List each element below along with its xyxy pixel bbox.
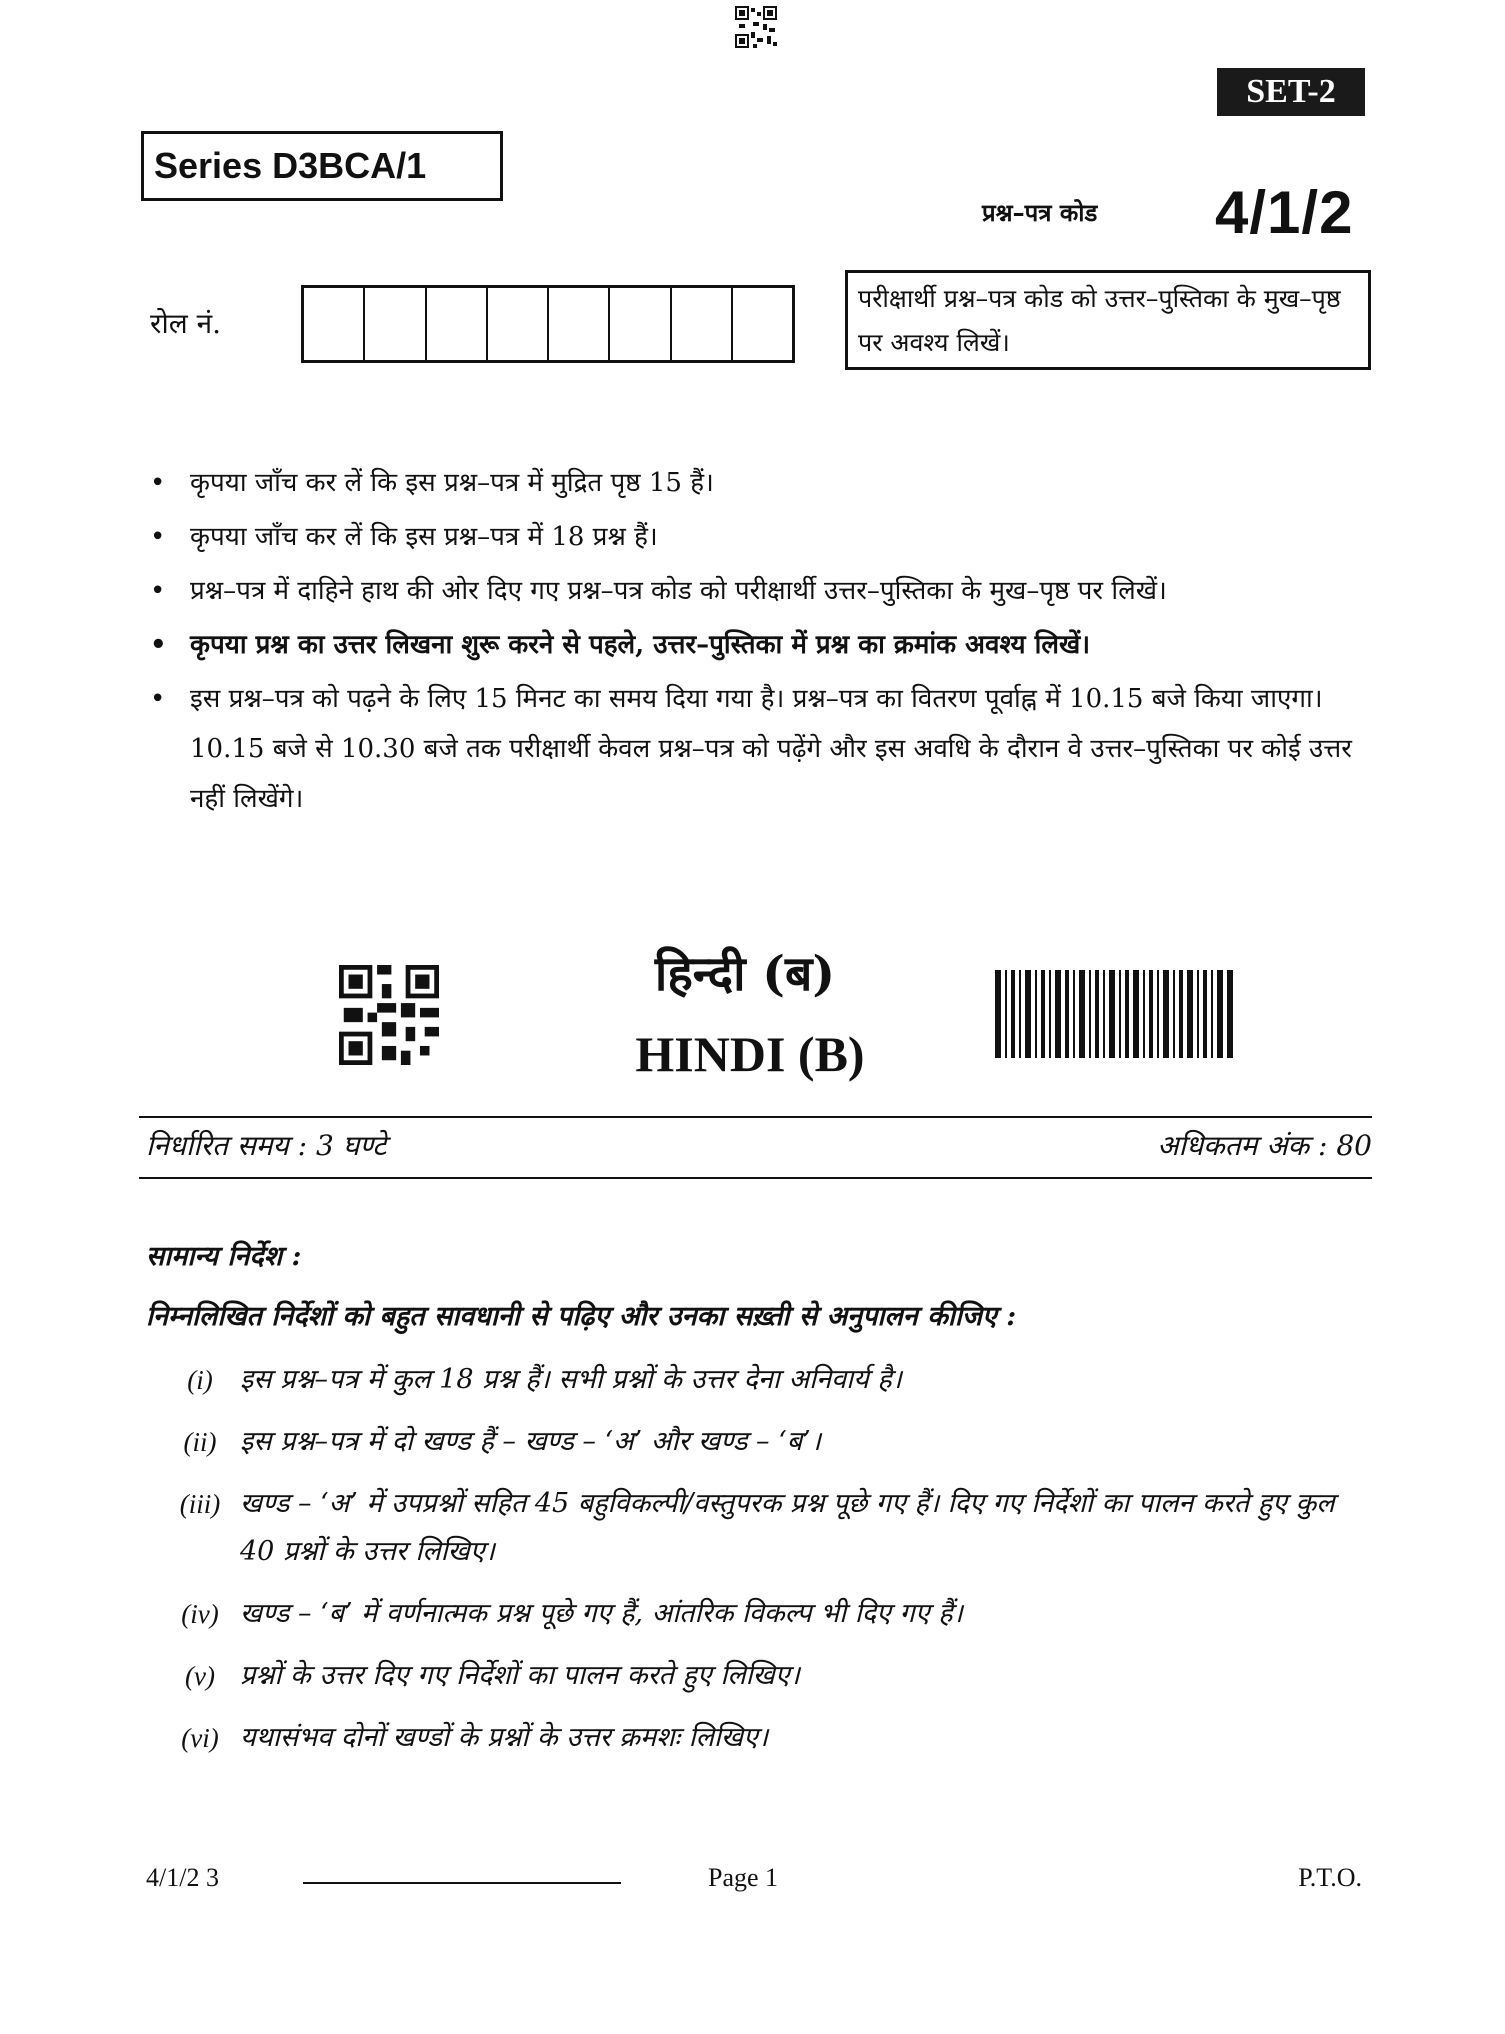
item-number: (iv) [181, 1599, 219, 1629]
qr-code-icon [339, 965, 439, 1065]
item-text: प्रश्नों के उत्तर दिए गए निर्देशों का पालन करते हुए लिखिए। [240, 1660, 800, 1691]
general-instructions-list [160, 1356, 1350, 1776]
general-instructions-subheading: निम्नलिखित निर्देशों को बहुत सावधानी से पढ़िए और उनका सख़्ती से अनुपालन कीजिए : [146, 1301, 1017, 1332]
list-item [160, 1356, 1350, 1404]
item-number: (vi) [181, 1723, 219, 1753]
bullet-icon: • [150, 522, 166, 552]
bullet-icon: • [150, 684, 166, 714]
bullet-icon: • [150, 468, 166, 498]
maximum-marks: अधिकतम अंक : 80 [1157, 1129, 1372, 1162]
item-number: (v) [185, 1661, 215, 1691]
divider [139, 1177, 1372, 1179]
item-number: (ii) [183, 1427, 217, 1457]
roll-number-cell[interactable] [486, 288, 547, 360]
general-instructions-heading: सामान्य निर्देश : [146, 1241, 302, 1272]
footer-divider [303, 1882, 621, 1884]
series-box [141, 131, 503, 201]
bullet-icon: • [150, 630, 167, 660]
time-allowed: निर्धारित समय : 3 घण्टे [146, 1129, 387, 1162]
footer-paper-code: 4/1/2 3 [146, 1863, 219, 1892]
list-item [160, 1480, 1350, 1576]
item-text: यथासंभव दोनों खण्डों के प्रश्नों के उत्तर क्रमशः लिखिए। [240, 1722, 769, 1753]
question-paper-code-label: प्रश्न–पत्र कोड [982, 199, 1098, 227]
item-number: (i) [187, 1365, 213, 1395]
roll-number-cell[interactable] [304, 288, 363, 360]
roll-number-label: रोल नं. [150, 307, 222, 340]
bullet-icon: • [150, 576, 166, 606]
instruction-item: • कृपया जाँच कर लें कि इस प्रश्न–पत्र में 18 प्रश्न हैं। [150, 512, 1360, 562]
set-badge: SET-2 [1217, 68, 1365, 116]
item-text: खण्ड – ‘अ’ में उपप्रश्नों सहित 45 बहुविकल्पी/वस्तुपरक प्रश्न पूछे गए हैं। दिए गए निर्देशों का पालन करते हुए कुल 40 प्रश्नों के उत्तर लिखिए। [240, 1488, 1335, 1567]
instructions-list [150, 458, 1360, 828]
list-item [160, 1714, 1350, 1762]
item-text: इस प्रश्न–पत्र में दो खण्ड हैं – खण्ड – ‘अ’ और खण्ड – ‘ब’। [240, 1426, 821, 1457]
instruction-item: • प्रश्न–पत्र में दाहिने हाथ की ओर दिए गए प्रश्न–पत्र कोड को परीक्षार्थी उत्तर–पुस्तिका के मुख–पृष्ठ पर लिखें। [150, 566, 1360, 616]
please-turn-over: P.T.O. [1298, 1863, 1362, 1892]
roll-number-cell[interactable] [608, 288, 669, 360]
roll-number-cell[interactable] [425, 288, 486, 360]
item-number: (iii) [179, 1489, 221, 1519]
subject-title-hindi: हिन्दी (ब) [654, 946, 836, 1002]
code-instruction-note: परीक्षार्थी प्रश्न–पत्र कोड को उत्तर–पुस्तिका के मुख–पृष्ठ पर अवश्य लिखें। [845, 270, 1371, 370]
item-text: खण्ड – ‘ब’ में वर्णनात्मक प्रश्न पूछे गए हैं, आंतरिक विकल्प भी दिए गए हैं। [240, 1598, 963, 1629]
qr-code-icon [735, 6, 777, 48]
page-number: Page 1 [708, 1863, 779, 1892]
roll-number-cell[interactable] [670, 288, 731, 360]
list-item [160, 1590, 1350, 1638]
item-text: इस प्रश्न–पत्र में कुल 18 प्रश्न हैं। सभी प्रश्नों के उत्तर देना अनिवार्य है। [240, 1364, 902, 1395]
question-paper-code: 4/1/2 [1215, 179, 1354, 246]
list-item [160, 1652, 1350, 1700]
roll-number-cell[interactable] [363, 288, 424, 360]
barcode-icon [995, 970, 1233, 1058]
roll-number-cell[interactable] [731, 288, 792, 360]
list-item [160, 1418, 1350, 1466]
divider [139, 1116, 1372, 1118]
series-label: Series D3BCA/1 [154, 145, 427, 186]
instruction-item: • कृपया प्रश्न का उत्तर लिखना शुरू करने से पहले, उत्तर–पुस्तिका में प्रश्न का क्रमांक अवश्य लिखें। [150, 620, 1360, 670]
roll-number-cell[interactable] [547, 288, 608, 360]
roll-number-boxes[interactable] [301, 285, 795, 363]
instruction-item: • कृपया जाँच कर लें कि इस प्रश्न–पत्र में मुद्रित पृष्ठ 15 हैं। [150, 458, 1360, 508]
instruction-item: • इस प्रश्न–पत्र को पढ़ने के लिए 15 मिनट का समय दिया गया है। प्रश्न–पत्र का वितरण पूर्वाह्न में 10.15 बजे किया जाएगा। 10.15 बजे से 10.30 बजे तक परीक्षार्थी केवल प्रश्न–पत्र को पढ़ेंगे और इस अवधि के दौरान वे उत्तर–पुस्तिका पर कोई उत्तर नहीं लिखेंगे। [150, 674, 1360, 824]
subject-title-english: HINDI (B) [635, 1026, 865, 1082]
